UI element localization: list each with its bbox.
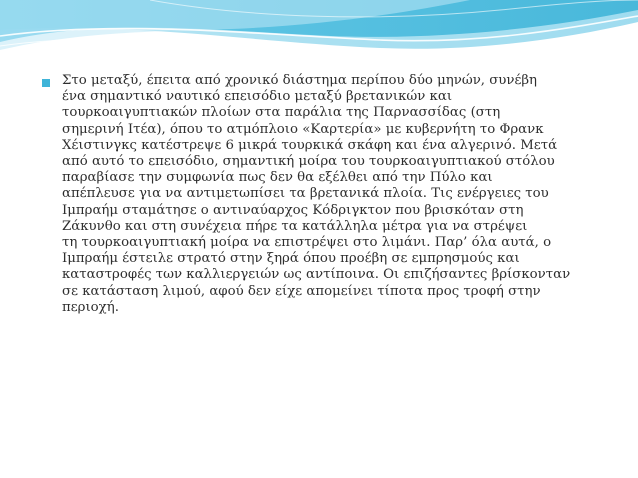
square-bullet-icon bbox=[42, 79, 50, 87]
header-wave-decoration bbox=[0, 0, 638, 70]
slide-content bbox=[42, 73, 614, 316]
bullet-item bbox=[42, 73, 614, 316]
bullet-text: Στο μεταξύ, έπειτα από χρονικό διάστημα περίπου δύο μηνών, συνέβη ένα σημαντικό ναυτικό επεισόδιο μεταξύ βρετανικών και τουρκοαιγυπτιακών πλοίων στα παράλια της Παρνασσίδας (στη σημερινή Ιτέα), όπου το ατμόπλοιο «Καρτερία» με κυβερνήτη το Φρανκ Χέιστινγκς κατέστρεψε 6 μικρά τουρκικά σκάφη και ένα αλγερινό. Μετά από αυτό το επεισόδιο, σημαντική μοίρα του τουρκοαιγυπτιακού στόλου παραβίασε την συμφωνία πως δεν θα εξέλθει από την Πύλο και απέπλευσε για να αντιμετωπίσει τα βρετανικά πλοία. Τις ενέργειες του Ιμπραήμ σταμάτησε ο αντιναύαρχος Κόδριγκτον που βρισκόταν στη Ζάκυνθο και στη συνέχεια πήρε τα κατάλληλα μέτρα για να στρέψει τη τουρκοαιγυπτιακή μοίρα να επιστρέψει στο λιμάνι. Παρ’ όλα αυτά, ο Ιμπραήμ έστειλε στρατό στην ξηρά όπου προέβη σε εμπρησμούς και καταστροφές των καλλιεργειών ως αντίποινα. Οι επιζήσαντες βρίσκονταν σε κατάσταση λιμού, αφού δεν είχε απομείνει τίποτα προς τροφή στην περιοχή. bbox=[62, 73, 571, 315]
